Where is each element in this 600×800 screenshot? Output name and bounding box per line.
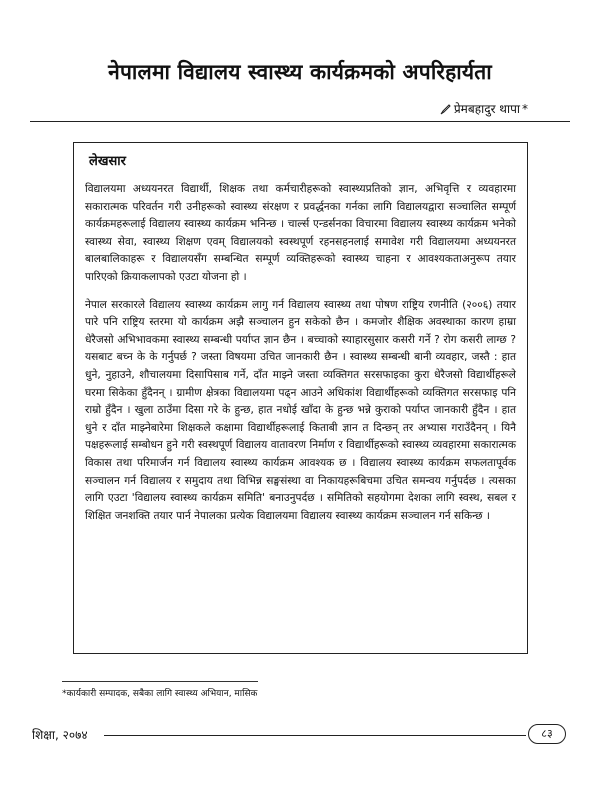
author-name: प्रेमबहादुर थापा [453,102,520,116]
article-title: नेपालमा विद्यालय स्वास्थ्य कार्यक्रमको अपरिहार्यता [108,60,492,84]
author-marker: * [522,101,528,116]
header-divider [30,121,570,122]
abstract-paragraph-1: विद्यालयमा अध्ययनरत विद्यार्थी, शिक्षक तथा कर्मचारीहरूको स्वास्थ्यप्रतिको ज्ञान, अभिवृत्ति र व्यवहारमा सकारात्मक परिवर्तन गरी उनीहरूको स्वास्थ्य संरक्षण र प्रवर्द्धनका गर्नका लागि विद्यालयद्वारा सञ्चालित सम्पूर्ण कार्यक्रमहरूलाई विद्यालय स्वास्थ्य कार्यक्रम भनिन्छ । चार्ल्स एन्डर्सनका विचारमा विद्यालय स्वास्थ्य कार्यक्रम भनेको स्वास्थ्य सेवा, स्वास्थ्य शिक्षण एवम् विद्यालयको स्वस्थपूर्ण रहनसहनलाई समावेश गरी विद्यालयमा अध्ययनरत बालबालिकाहरू र विद्यालयसँग सम्बन्धित सम्पूर्ण व्यक्तिहरूको स्वास्थ्य चाहना र आवश्यकताअनुरूप तयार पारिएको क्रियाकलापको एउटा योजना हो । [85,183,516,283]
pen-icon [440,103,452,115]
abstract-box [73,142,528,654]
abstract-paragraph-2: नेपाल सरकारले विद्यालय स्वास्थ्य कार्यक्रम लागु गर्न विद्यालय स्वास्थ्य तथा पोषण राष्ट्रिय रणनीति (२००६) तयार पारे पनि राष्ट्रिय स्तरमा यो कार्यक्रम अझै सञ्चालन हुन सकेको छैन । कमजोर शैक्षिक अवस्थाका कारण हाम्रा धेरैजसो अभिभावकमा स्वास्थ्य सम्बन्धी पर्याप्त ज्ञान छैन । बच्चाको स्याहारसुसार कसरी गर्ने ? रोग कसरी लाग्छ ? यसबाट बच्न के के गर्नुपर्छ ? जस्ता विषयमा उचित जानकारी छैन । स्वास्थ्य सम्बन्धी बानी व्यवहार, जस्तै : हात धुने, नुहाउने, शौचालयमा दिसापिसाब गर्ने, दाँत माझ्ने जस्ता व्यक्तिगत सरसफाइका कुरा धेरैजसो विद्यार्थीहरूले घरमा सिकेका हुँदैनन् । ग्रामीण क्षेत्रका विद्यालयमा पढ्न आउने अधिकांश विद्यार्थीहरूको व्यक्तिगत सरसफाइ पनि राम्रो हुँदैन । खुला ठाउँमा दिसा गरे के हुन्छ, हात नधोई खाँदा के हुन्छ भन्ने कुराको पर्याप्त जानकारी हुँदैन । हात धुने र दाँत माझ्नेबारेमा शिक्षकले कक्षामा विद्यार्थीहरूलाई किताबी ज्ञान त दिन्छन् तर अभ्यास गराउँदैनन् । यिनै पक्षहरूलाई सम्बोधन हुने गरी स्वस्थपूर्ण विद्यालय वातावरण निर्माण र विद्यार्थीहरूको स्वास्थ्य व्यवहारमा सकारात्मक विकास तथा परिमार्जन गर्न विद्यालय स्वास्थ्य कार्यक्रम आवश्यक छ । विद्यालय स्वास्थ्य कार्यक्रम सफलतापूर्वक सञ्चालन गर्न विद्यालय र समुदाय तथा विभिन्न सङ्घसंस्था वा निकायहरूबिचमा उचित समन्वय गर्नुपर्दछ । त्यसका लागि एउटा 'विद्यालय स्वास्थ्य कार्यक्रम समिति' बनाउनुपर्दछ । समितिको सहयोगमा देशका लागि स्वस्थ, सबल र शिक्षित जनशक्ति तयार पार्न नेपालका प्रत्येक विद्यालयमा विद्यालय स्वास्थ्य कार्यक्रम सञ्चालन गर्न सकिन्छ । [85,298,516,522]
page-footer [30,724,570,746]
publication-name: शिक्षा, २०७४ [32,726,92,743]
abstract-heading: लेखसार [89,154,126,169]
footer-rule [104,735,526,736]
page-number: ८३ [528,724,566,744]
footnote-divider [62,681,258,682]
author-line [440,100,528,117]
footnote: *कार्यकारी सम्पादक, सबैका लागि स्वास्थ्य अभियान, मासिक [62,689,258,699]
